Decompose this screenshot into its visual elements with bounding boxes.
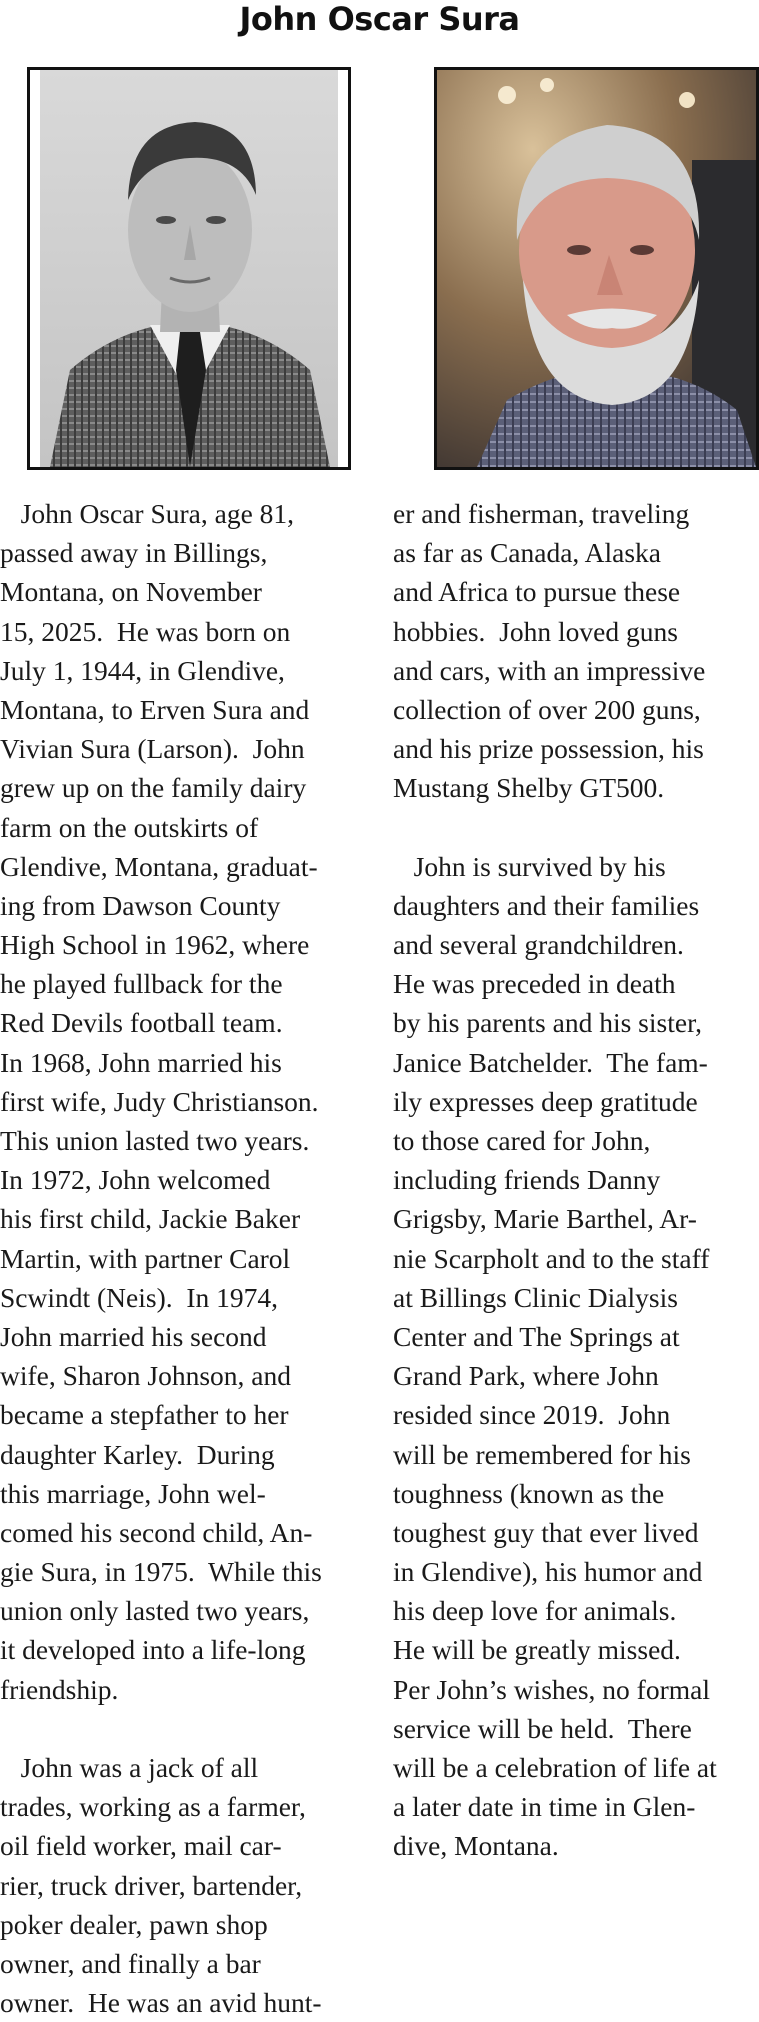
text-line: became a stepfather to her	[0, 1399, 289, 1431]
text-line: Scwindt (Neis). In 1974,	[0, 1281, 279, 1313]
text-line: service will be held. There	[393, 1712, 692, 1744]
text-line: in Glendive), his humor and	[393, 1556, 703, 1588]
text-line: Vivian Sura (Larson). John	[0, 733, 305, 765]
text-line: nie Scarpholt and to the staff	[393, 1242, 710, 1274]
text-line: friendship.	[0, 1673, 119, 1705]
text-line: owner, and finally a bar	[0, 1947, 261, 1979]
page-title: John Oscar Sura	[239, 0, 520, 38]
text-line: collection of over 200 guns,	[393, 693, 701, 725]
young-portrait-photo	[27, 67, 351, 470]
text-line: his deep love for animals.	[393, 1595, 677, 1627]
text-line: John is survived by his	[393, 850, 666, 882]
text-line: toughness (known as the	[393, 1477, 665, 1509]
text-line: and Africa to pursue these	[393, 576, 681, 608]
text-line: comed his second child, An-	[0, 1516, 313, 1548]
text-line: In 1972, John welcomed	[0, 1164, 271, 1196]
text-line	[0, 1709, 350, 1748]
text-line: ily expresses deep gratitude	[393, 1085, 698, 1117]
text-line: Glendive, Montana, graduat-	[0, 850, 318, 882]
obituary-column-left	[0, 494, 350, 2022]
text-line: In 1968, John married his	[0, 1046, 282, 1078]
text-line: daughter Karley. During	[0, 1438, 275, 1470]
text-line: his first child, Jackie Baker	[0, 1203, 301, 1235]
text-line: Martin, with partner Carol	[0, 1242, 291, 1274]
text-line: wife, Sharon Johnson, and	[0, 1360, 292, 1392]
text-line: Grand Park, where John	[393, 1360, 659, 1392]
obituary-column-right	[393, 494, 759, 1866]
text-line: resided since 2019. John	[393, 1399, 671, 1431]
text-line: union only lasted two years,	[0, 1595, 310, 1627]
text-line: this marriage, John wel-	[0, 1477, 266, 1509]
text-line: July 1, 1944, in Glendive,	[0, 654, 285, 686]
text-line: High School in 1962, where	[0, 929, 310, 961]
text-line: will be remembered for his	[393, 1438, 691, 1470]
text-line: he played fullback for the	[0, 968, 283, 1000]
text-line	[393, 808, 759, 847]
text-line: Red Devils football team.	[0, 1007, 283, 1039]
text-line: trades, working as a farmer,	[0, 1791, 306, 1823]
text-line: Grigsby, Marie Barthel, Ar-	[393, 1203, 697, 1235]
text-line: and cars, with an impressive	[393, 654, 706, 686]
text-line: ing from Dawson County	[0, 889, 281, 921]
text-line: dive, Montana.	[393, 1830, 559, 1862]
text-line: This union lasted two years.	[0, 1125, 310, 1156]
text-line: John was a jack of all	[0, 1752, 259, 1783]
text-line: Center and The Springs at	[393, 1320, 680, 1352]
text-line: poker dealer, pawn shop	[0, 1908, 268, 1940]
text-line: a later date in time in Glen-	[393, 1791, 696, 1823]
text-line: Montana, on November	[0, 576, 262, 608]
text-line: hobbies. John loved guns	[393, 615, 678, 647]
text-line: owner. He was an avid hunt-	[0, 1987, 322, 2019]
text-line: toughest guy that ever lived	[393, 1516, 699, 1548]
elderly-portrait-photo	[434, 67, 759, 470]
text-line: er and fisherman, traveling	[393, 498, 690, 529]
text-line: and his prize possession, his	[393, 733, 704, 765]
text-line: farm on the outskirts of	[0, 811, 259, 843]
text-line: by his parents and his sister,	[393, 1007, 702, 1039]
text-line: Per John’s wishes, no formal	[393, 1673, 710, 1705]
text-line: Montana, to Erven Sura and	[0, 693, 310, 725]
text-line: 15, 2025. He was born on	[0, 615, 291, 647]
text-line: John married his second	[0, 1320, 267, 1352]
text-line: first wife, Judy Christianson.	[0, 1085, 319, 1117]
text-line: John Oscar Sura, age 81,	[0, 498, 295, 529]
text-line: to those cared for John,	[393, 1125, 651, 1156]
text-line: gie Sura, in 1975. While this	[0, 1556, 322, 1588]
text-line: as far as Canada, Alaska	[393, 537, 662, 569]
text-line: Mustang Shelby GT500.	[393, 772, 665, 804]
text-line: grew up on the family dairy	[0, 772, 307, 804]
text-line: passed away in Billings,	[0, 537, 268, 569]
text-line: Janice Batchelder. The fam-	[393, 1046, 708, 1078]
text-line: at Billings Clinic Dialysis	[393, 1281, 678, 1313]
elderly-portrait-image	[437, 70, 756, 467]
text-line: and several grandchildren.	[393, 929, 684, 961]
text-line: rier, truck driver, bartender,	[0, 1869, 303, 1901]
text-line: He will be greatly missed.	[393, 1634, 681, 1666]
text-line: He was preceded in death	[393, 968, 676, 1000]
text-line: including friends Danny	[393, 1164, 661, 1196]
text-line: it developed into a life-long	[0, 1634, 306, 1666]
young-portrait-image	[30, 70, 348, 467]
text-line: oil field worker, mail car-	[0, 1830, 282, 1862]
text-line: will be a celebration of life at	[393, 1752, 717, 1783]
text-line: daughters and their families	[393, 889, 700, 921]
